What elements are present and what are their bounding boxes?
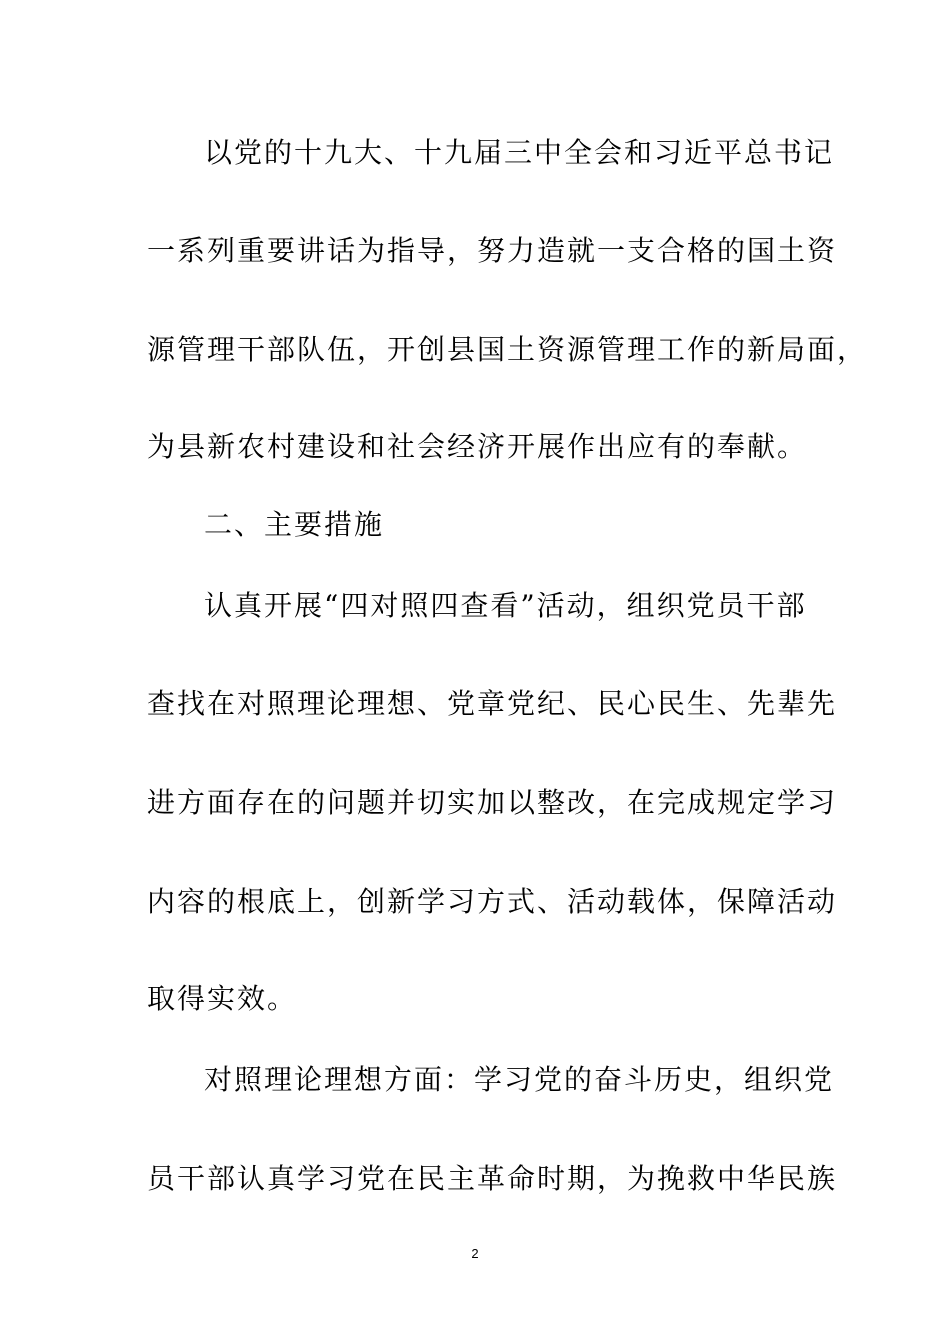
- paragraph-line: 内容的根底上，创新学习方式、活动载体，保障活动: [147, 885, 838, 918]
- paragraph-line: 认真开展“四对照四查看”活动，组织党员干部: [204, 589, 807, 622]
- paragraph-line: 员干部认真学习党在民主革命时期，为挽救中华民族: [147, 1162, 838, 1195]
- page-number: 2: [471, 1246, 479, 1261]
- paragraph-line: 对照理论理想方面：学习党的奋斗历史，组织党: [204, 1063, 835, 1096]
- paragraph-line: 为县新农村建设和社会经济开展作出应有的奉献。: [147, 430, 808, 463]
- section-heading: 二、主要措施: [204, 508, 385, 541]
- paragraph-line: 取得实效。: [147, 982, 298, 1015]
- paragraph-line: 一系列重要讲话为指导，努力造就一支合格的国土资: [147, 234, 838, 267]
- paragraph-line: 以党的十九大、十九届三中全会和习近平总书记: [204, 136, 835, 169]
- paragraph-line: 源管理干部队伍，开创县国土资源管理工作的新局面，: [147, 333, 868, 366]
- paragraph-line: 查找在对照理论理想、党章党纪、民心民生、先辈先: [147, 687, 838, 720]
- paragraph-line: 进方面存在的问题并切实加以整改，在完成规定学习: [147, 786, 838, 819]
